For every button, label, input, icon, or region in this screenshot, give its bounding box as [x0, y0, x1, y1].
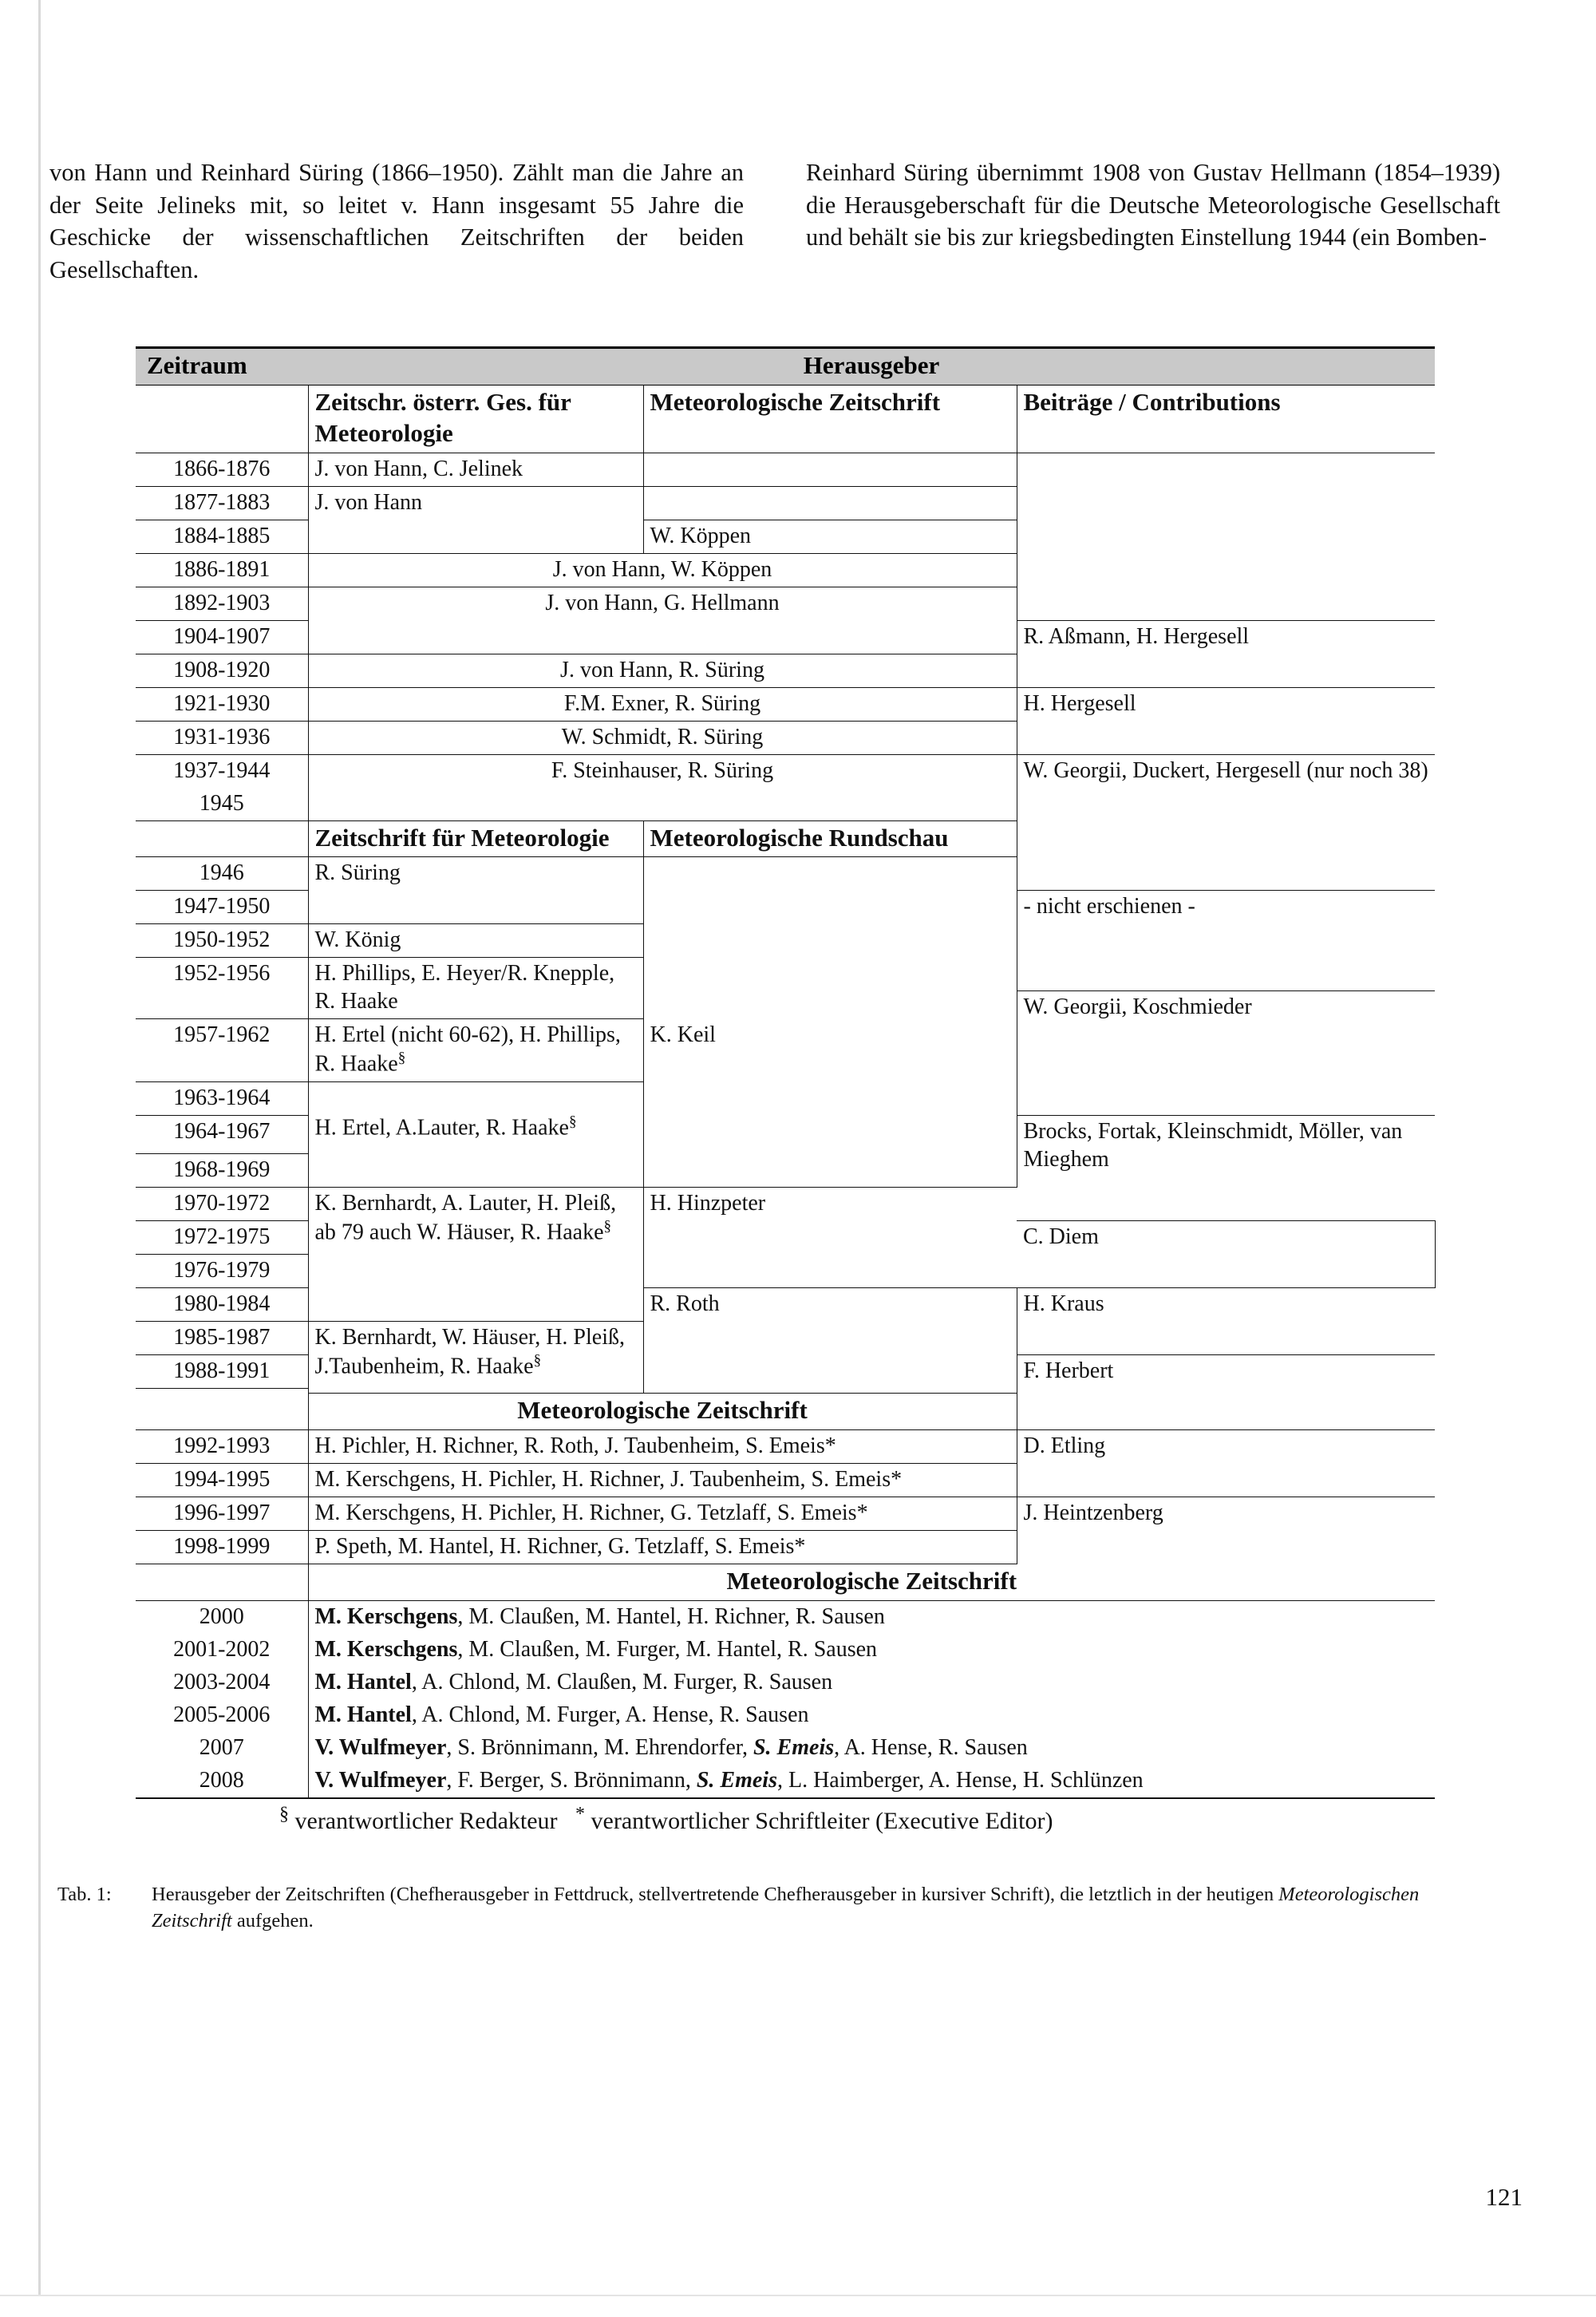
row-years: 2008	[136, 1765, 308, 1798]
row-journal-span: W. Schmidt, R. Süring	[308, 721, 1017, 754]
row-journal-a: R. Süring	[308, 857, 643, 924]
co-editors: , F. Berger, S. Brönnimann,	[446, 1767, 697, 1793]
row-years: 1937-1944	[136, 754, 308, 788]
contributions-spacer-3	[1017, 1394, 1435, 1430]
row-editors: H. Pichler, H. Richner, R. Roth, J. Taubenheim, S. Emeis*	[308, 1429, 1017, 1463]
row-editors: P. Speth, M. Hantel, H. Richner, G. Tetzlaff, S. Emeis*	[308, 1530, 1017, 1564]
row-editors	[308, 1667, 1435, 1699]
co-editors: , S. Brönnimann, M. Ehrendorfer,	[446, 1734, 753, 1760]
row-years: 1892-1903	[136, 587, 308, 620]
row-journal-span: J. von Hann, G. Hellmann	[308, 587, 1017, 654]
row-contributions: F. Herbert	[1017, 1354, 1435, 1394]
row-journal-span: J. von Hann, R. Süring	[308, 654, 1017, 687]
row-contributions: W. Georgii, Koschmieder	[1017, 990, 1435, 1115]
empty-year-header-3	[136, 1394, 308, 1430]
row-years	[136, 990, 308, 1019]
co-editors: , M. Claußen, M. Hantel, H. Richner, R. Sausen	[457, 1603, 885, 1629]
row-journal-a: H. Ertel (nicht 60-62), H. Phillips, R. Haake§	[308, 1019, 643, 1081]
two-column-text	[49, 156, 1534, 286]
row-years: 1908-1920	[136, 654, 308, 687]
row-journal-span	[308, 788, 1017, 821]
footnote-text-redakteur: verantwortlicher Redakteur	[294, 1807, 558, 1834]
row-journal-a: H. Ertel, A.Lauter, R. Haake§	[308, 1081, 643, 1187]
caption-part1: Herausgeber der Zeitschriften (Chefherausgeber in Fettdruck, stellvertretende Chefherausgeber in kursiver Schrift), die letztlich in der heutigen	[152, 1883, 1279, 1905]
row-journal-b: K. Keil	[643, 1019, 1017, 1187]
row-journal-span: J. von Hann, W. Köppen	[308, 553, 1017, 587]
empty-year-header-4	[136, 1564, 308, 1600]
row-years: 1957-1962	[136, 1019, 308, 1073]
left-column	[49, 156, 744, 286]
table-footnote	[279, 1804, 1435, 1835]
table-row	[136, 1732, 1435, 1765]
table-row	[136, 1765, 1435, 1798]
contributions-spacer	[1017, 820, 1435, 891]
row-years: 1980-1984	[136, 1287, 308, 1321]
row-journal-span: F.M. Exner, R. Süring	[308, 687, 1017, 721]
row-years: 1964-1967	[136, 1115, 308, 1149]
row-years: 1947-1950	[136, 891, 308, 924]
chief-editor: M. Kerschgens	[314, 1636, 458, 1662]
row-editors	[308, 1600, 1435, 1634]
row-contributions: H. Hergesell	[1017, 687, 1435, 754]
row-years: 1945	[136, 788, 308, 821]
row-contributions	[1017, 453, 1435, 620]
section2-headers	[136, 820, 1435, 857]
row-journal-b	[643, 857, 1017, 1019]
row-editors	[308, 1699, 1435, 1732]
table-row	[136, 1634, 1435, 1667]
header-meteorologische-zeitschrift: Meteorologische Zeitschrift	[643, 386, 1017, 453]
header-publishers: Herausgeber	[308, 348, 1435, 386]
row-years: 1992-1993	[136, 1429, 308, 1463]
row-editors: M. Kerschgens, H. Pichler, H. Richner, G. Tetzlaff, S. Emeis*	[308, 1497, 1017, 1530]
row-journal-a: J. von Hann	[308, 486, 643, 553]
right-paragraph: Reinhard Süring übernimmt 1908 von Gustav Hellmann (1854–1939) die Herausgeberschaft für die Deutsche Meteorologische Gesellschaft und behält sie bis zur kriegsbedingten Einstellung 1944 (ein Bomben-	[806, 159, 1500, 251]
row-years: 1970-1972	[136, 1187, 308, 1220]
scan-bottom-artifact	[0, 2295, 1596, 2317]
header-contributions: Beiträge / Contributions	[1023, 388, 1281, 416]
row-years: 1963-1964	[136, 1081, 308, 1115]
caption-text	[152, 1881, 1500, 1934]
page-content	[49, 156, 1534, 1934]
editors-table-wrapper	[136, 346, 1435, 1834]
caption-italic-title: Meteorologischen Zeitschrift	[152, 1883, 1420, 1931]
header-zeitschrift-fuer-meteorologie: Zeitschrift für Meteorologie	[308, 820, 643, 857]
scan-edge-artifact	[38, 0, 41, 2317]
section3-header-row	[136, 1394, 1435, 1430]
caption-label: Tab. 1:	[57, 1883, 112, 1905]
header-journal-oesterr: Zeitschr. österr. Ges. für Meteorologie	[308, 386, 643, 453]
row-years: 1950-1952	[136, 924, 308, 958]
row-journal-a: K. Bernhardt, W. Häuser, H. Pleiß, J.Taubenheim, R. Haake§	[308, 1321, 643, 1388]
chief-editor: M. Kerschgens	[314, 1603, 458, 1629]
row-years: 1921-1930	[136, 687, 308, 721]
row-journal-span: F. Steinhauser, R. Süring	[308, 754, 1017, 788]
row-journal-b: R. Roth	[643, 1287, 1017, 1388]
row-years: 2007	[136, 1732, 308, 1765]
chief-editor: M. Hantel	[314, 1669, 412, 1694]
row-contributions: D. Etling	[1017, 1429, 1435, 1497]
row-years: 1866-1876	[136, 453, 308, 486]
table-row	[136, 1600, 1435, 1634]
row-years: 1998-1999	[136, 1530, 308, 1564]
table-row	[136, 1699, 1435, 1732]
row-years: 2001-2002	[136, 1634, 308, 1667]
row-editors	[308, 1634, 1435, 1667]
co-editors: , A. Chlond, M. Furger, A. Hense, R. Sausen	[411, 1702, 809, 1727]
chief-editor: V. Wulfmeyer	[314, 1767, 447, 1793]
chief-editor: V. Wulfmeyer	[314, 1734, 447, 1760]
row-journal-b: C. Diem	[1017, 1220, 1435, 1287]
section4-header-row	[136, 1564, 1435, 1600]
row-years: 2003-2004	[136, 1667, 308, 1699]
row-years: 1952-1956	[136, 958, 308, 991]
table-header-band	[136, 348, 1435, 386]
footnote-symbol-section: §	[279, 1803, 289, 1825]
row-journal-a: J. von Hann, C. Jelinek	[308, 453, 643, 486]
table-row	[136, 1497, 1435, 1530]
caption-part2: aufgehen.	[231, 1909, 314, 1931]
header-meteorologische-zeitschrift-2: Meteorologische Zeitschrift	[308, 1394, 1017, 1430]
row-editors	[308, 1765, 1435, 1798]
row-years	[136, 1073, 308, 1081]
deputy-editor: S. Emeis	[696, 1767, 777, 1793]
section1-headers	[136, 386, 1435, 453]
row-journal-a: H. Phillips, E. Heyer/R. Knepple, R. Haake	[308, 958, 643, 1019]
table-row	[136, 754, 1435, 788]
row-years: 1946	[136, 857, 308, 891]
row-contributions: H. Kraus	[1017, 1287, 1435, 1354]
row-years: 1904-1907	[136, 620, 308, 654]
row-journal-a: W. König	[308, 924, 643, 958]
row-years: 1884-1885	[136, 520, 308, 553]
row-journal-b: W. Köppen	[643, 520, 1017, 553]
table-row	[136, 453, 1435, 486]
table-row	[136, 1429, 1435, 1463]
row-years: 1994-1995	[136, 1463, 308, 1497]
row-contributions: W. Georgii, Duckert, Hergesell (nur noch 38)	[1017, 754, 1435, 820]
row-years: 1996-1997	[136, 1497, 308, 1530]
row-contributions: R. Aßmann, H. Hergesell	[1017, 620, 1435, 687]
row-years: 1988-1991	[136, 1354, 308, 1388]
header-meteorologische-rundschau: Meteorologische Rundschau	[643, 820, 1017, 857]
co-editors: , A. Chlond, M. Claußen, M. Furger, R. Sausen	[411, 1669, 833, 1694]
row-journal-a: K. Bernhardt, A. Lauter, H. Pleiß, ab 79 auch W. Häuser, R. Haake§	[308, 1187, 643, 1321]
empty-year-header-2	[136, 820, 308, 857]
footnote-text-schriftleiter: verantwortlicher Schriftleiter (Executive Editor)	[591, 1807, 1053, 1834]
header-meteorologische-zeitschrift-3: Meteorologische Zeitschrift	[726, 1566, 1017, 1595]
row-contributions: H. Hinzpeter	[643, 1187, 1017, 1287]
row-years: 1972-1975	[136, 1220, 308, 1254]
co-editors-2: , A. Hense, R. Sausen	[834, 1734, 1028, 1760]
right-column	[806, 156, 1500, 286]
chief-editor: M. Hantel	[314, 1702, 412, 1727]
row-journal-b	[643, 453, 1017, 486]
row-contributions: Brocks, Fortak, Kleinschmidt, Möller, van Mieghem	[1017, 1115, 1435, 1187]
table-row	[136, 1667, 1435, 1699]
co-editors: , M. Claußen, M. Furger, M. Hantel, R. Sausen	[457, 1636, 878, 1662]
row-years: 2000	[136, 1600, 308, 1634]
empty-year-header	[136, 386, 308, 453]
left-paragraph: von Hann und Reinhard Süring (1866–1950). Zählt man die Jahre an der Seite Jelineks mit, so leitet v. Hann insgesamt 55 Jahre die Geschicke der wissenschaftlichen Zeitschriften der beiden Gesellschaften.	[49, 159, 744, 283]
co-editors-2: , L. Haimberger, A. Hense, H. Schlünzen	[776, 1767, 1144, 1793]
page-number: 121	[1485, 2183, 1523, 2211]
table-row	[136, 687, 1435, 721]
row-years: 1877-1883	[136, 486, 308, 520]
row-contributions: J. Heintzenberg	[1017, 1497, 1435, 1564]
row-years: 2005-2006	[136, 1699, 308, 1732]
row-years: 1931-1936	[136, 721, 308, 754]
row-contributions: - nicht erschienen -	[1017, 891, 1435, 991]
table-row	[136, 1187, 1435, 1220]
table-caption	[57, 1881, 1534, 1934]
row-years: 1976-1979	[136, 1254, 308, 1287]
row-years: 1985-1987	[136, 1321, 308, 1354]
deputy-editor: S. Emeis	[753, 1734, 835, 1760]
editors-table	[136, 346, 1435, 1798]
row-years: 1886-1891	[136, 553, 308, 587]
row-journal-b	[643, 486, 1017, 520]
row-editors: M. Kerschgens, H. Pichler, H. Richner, J. Taubenheim, S. Emeis*	[308, 1463, 1017, 1497]
footnote-symbol-asterisk: *	[575, 1803, 586, 1825]
row-years: 1968-1969	[136, 1153, 308, 1187]
row-editors	[308, 1732, 1435, 1765]
header-period: Zeitraum	[136, 348, 308, 386]
